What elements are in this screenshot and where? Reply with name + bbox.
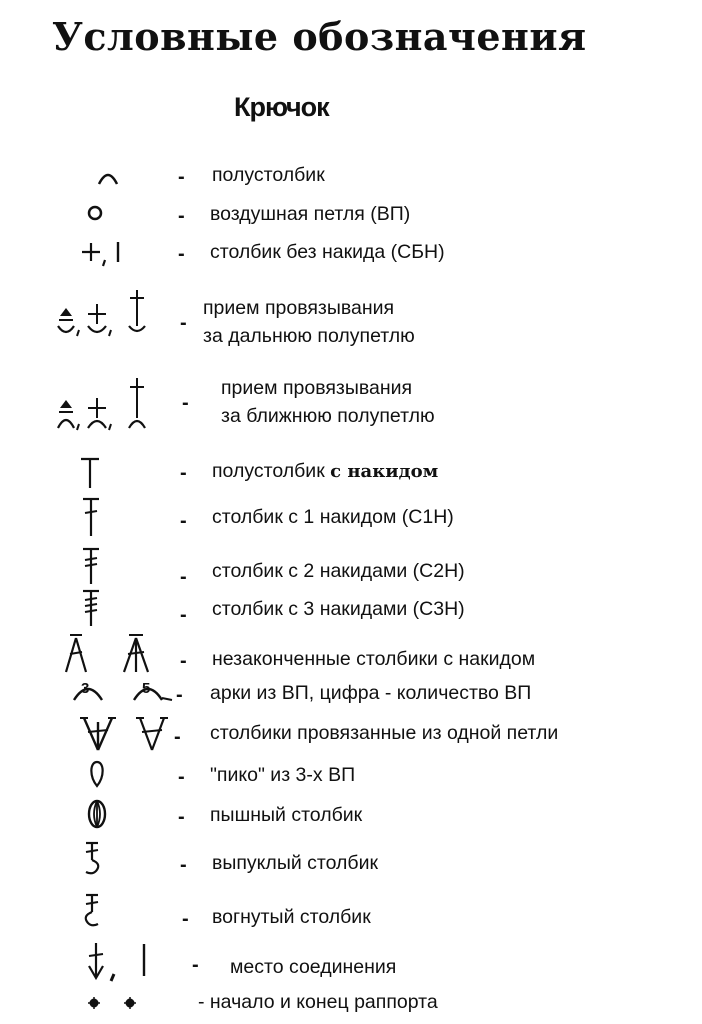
legend-label-hdc2-plain: полустолбик — [212, 460, 325, 482]
picot-icon — [88, 758, 106, 788]
unfinished-stitches-icon — [62, 632, 162, 676]
legend-label-dtr: столбик с 3 накидами (С3Н) — [212, 598, 465, 620]
front-loop-icon — [54, 374, 164, 430]
double-crochet-icon — [80, 496, 102, 538]
legend-dash: - — [176, 684, 183, 706]
shell-stitch-icon — [78, 714, 188, 752]
section-title-hook: Крючок — [234, 92, 329, 122]
double-treble-crochet-icon — [80, 588, 102, 628]
chain-arch-number-3: 3 — [81, 680, 90, 697]
legend-label-shell: столбики провязанные из одной петли — [210, 722, 559, 744]
legend-label-flo — [221, 377, 435, 428]
legend-dash: - — [192, 954, 199, 976]
legend-label-flo-line2: за ближнюю полупетлю — [221, 405, 435, 427]
legend-dash: - — [180, 854, 187, 876]
legend-label-tr: столбик с 2 накидами (С2Н) — [212, 560, 465, 582]
legend-dash: - — [180, 462, 187, 484]
back-loop-icon — [54, 286, 164, 338]
back-post-icon — [80, 892, 104, 928]
single-crochet-icon — [80, 238, 128, 266]
legend-label-hdc2-bold: с накидом — [330, 461, 439, 482]
legend-label-join: место соединения — [230, 956, 397, 978]
legend-dash: - — [180, 650, 187, 672]
legend-dash: - — [180, 510, 187, 532]
legend-dash: - — [180, 604, 187, 626]
legend-label-ch: воздушная петля (ВП) — [210, 203, 411, 225]
legend-label-fp: выпуклый столбик — [212, 852, 378, 874]
half-stitch-arc-icon — [96, 168, 120, 186]
legend-dash: - — [180, 566, 187, 588]
legend-dash: - — [182, 392, 189, 414]
page-title: Условные обозначения — [52, 14, 587, 59]
legend-label-dc: столбик с 1 накидом (С1Н) — [212, 506, 454, 528]
legend-dash: - — [174, 726, 181, 748]
treble-crochet-icon — [80, 546, 102, 586]
legend-label-arch: арки из ВП, цифра - количество ВП — [210, 682, 532, 704]
legend-label-blo-line2: за дальнюю полупетлю — [203, 325, 415, 347]
legend-label-hdc: полустолбик — [212, 164, 325, 186]
chain-stitch-icon — [86, 204, 104, 222]
legend-dash: - — [178, 205, 185, 227]
chain-arch-number-5: 5 — [142, 680, 151, 697]
legend-dash: - — [178, 806, 185, 828]
legend-label-sc: столбик без накида (СБН) — [210, 241, 445, 263]
legend-dash: - — [180, 312, 187, 334]
legend-dash: - — [178, 243, 185, 265]
legend-label-blo-line1: прием провязывания — [203, 297, 395, 319]
repeat-marker-icon — [86, 994, 140, 1012]
half-double-crochet-icon — [78, 456, 102, 490]
legend-label-picot: "пико" из 3-х ВП — [210, 764, 356, 786]
legend-label-bp: вогнутый столбик — [212, 906, 371, 928]
legend-dash: - — [178, 766, 185, 788]
legend-label-flo-line1: прием провязывания — [221, 377, 413, 399]
puff-stitch-icon — [86, 798, 108, 830]
legend-dash: - — [182, 908, 189, 930]
legend-label-puff: пышный столбик — [210, 804, 363, 826]
front-post-icon — [80, 840, 104, 876]
join-point-icon — [86, 940, 158, 982]
legend-label-blo — [203, 297, 415, 348]
legend-label-hdc2 — [212, 460, 438, 483]
legend-dash: - — [178, 166, 185, 188]
legend-label-rep: - начало и конец раппорта — [198, 991, 438, 1013]
legend-label-unf: незаконченные столбики с накидом — [212, 648, 536, 670]
